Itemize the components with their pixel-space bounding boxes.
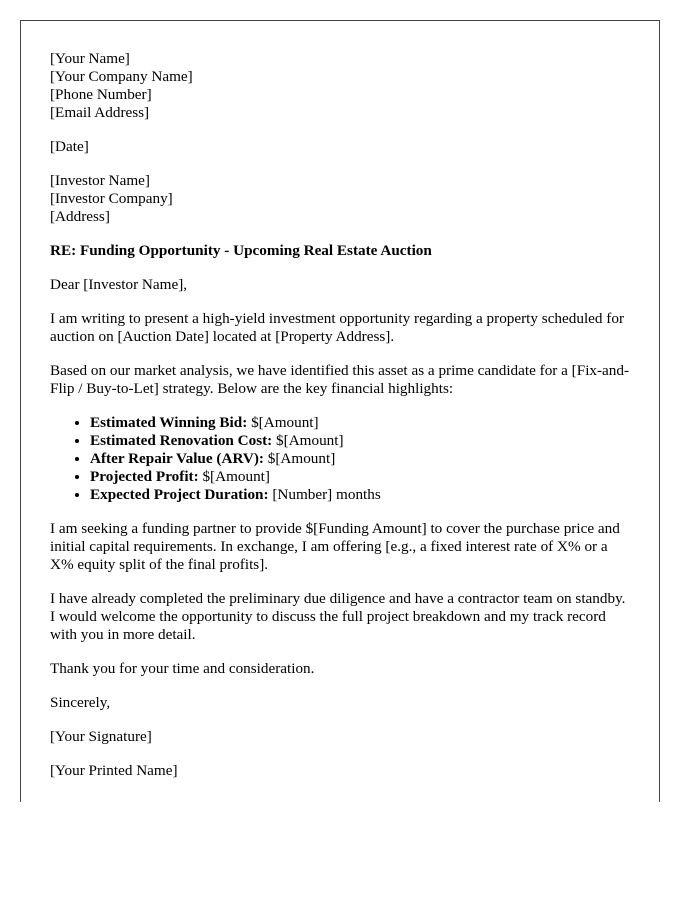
highlight-label: Estimated Winning Bid: [90,414,248,431]
paragraph-funding: I am seeking a funding partner to provide $[Funding Amount] to cover the purchase price and initial capital requirements. In exchange, I am offering [e.g., a fixed interest rate of X% or a X% equity split of the final profits]. [50,520,620,573]
sender-name: [Your Name] [50,50,130,67]
highlight-value: $[Amount] [247,414,319,431]
highlight-label: Expected Project Duration: [90,486,269,503]
letter-date: [Date] [50,138,89,155]
recipient-address: [Address] [50,208,110,225]
list-item [90,450,630,468]
list-item [90,468,630,486]
paragraph-intro: I am writing to present a high-yield investment opportunity regarding a property scheduled for auction on [Auction Date] located at [Property Address]. [50,310,625,345]
paragraph-diligence: I have already completed the preliminary due diligence and have a contractor team on standby. I would welcome the opportunity to discuss the full project breakdown and my track record with you in more detail. [50,590,626,643]
date-block [50,138,630,156]
highlight-label: Projected Profit: [90,468,199,485]
list-item [90,432,630,450]
highlight-label: After Repair Value (ARV): [90,450,264,467]
highlight-value: $[Amount] [272,432,344,449]
recipient-name: [Investor Name] [50,172,150,189]
signature-placeholder: [Your Signature] [50,728,152,745]
financial-highlights-list [50,414,630,504]
sign-off: Sincerely, [50,694,111,711]
salutation: Dear [Investor Name], [50,276,188,293]
sender-block [50,50,630,122]
sender-email: [Email Address] [50,104,150,121]
subject-line: RE: Funding Opportunity - Upcoming Real Estate Auction [50,242,432,259]
recipient-block [50,172,630,226]
list-item [90,486,630,504]
highlight-value: $[Amount] [263,450,336,467]
letter-page [20,20,660,802]
highlight-value: $[Amount] [198,468,270,485]
highlight-value: [Number] months [268,486,381,503]
recipient-company: [Investor Company] [50,190,173,207]
paragraph-thanks: Thank you for your time and consideration. [50,660,315,677]
sender-phone: [Phone Number] [50,86,152,103]
sender-company: [Your Company Name] [50,68,193,85]
highlight-label: Estimated Renovation Cost: [90,432,273,449]
list-item [90,414,630,432]
paragraph-analysis: Based on our market analysis, we have identified this asset as a prime candidate for a [Fix-and-Flip / Buy-to-Let] strategy. Below are the key financial highlights: [50,362,630,397]
printed-name: [Your Printed Name] [50,762,178,779]
